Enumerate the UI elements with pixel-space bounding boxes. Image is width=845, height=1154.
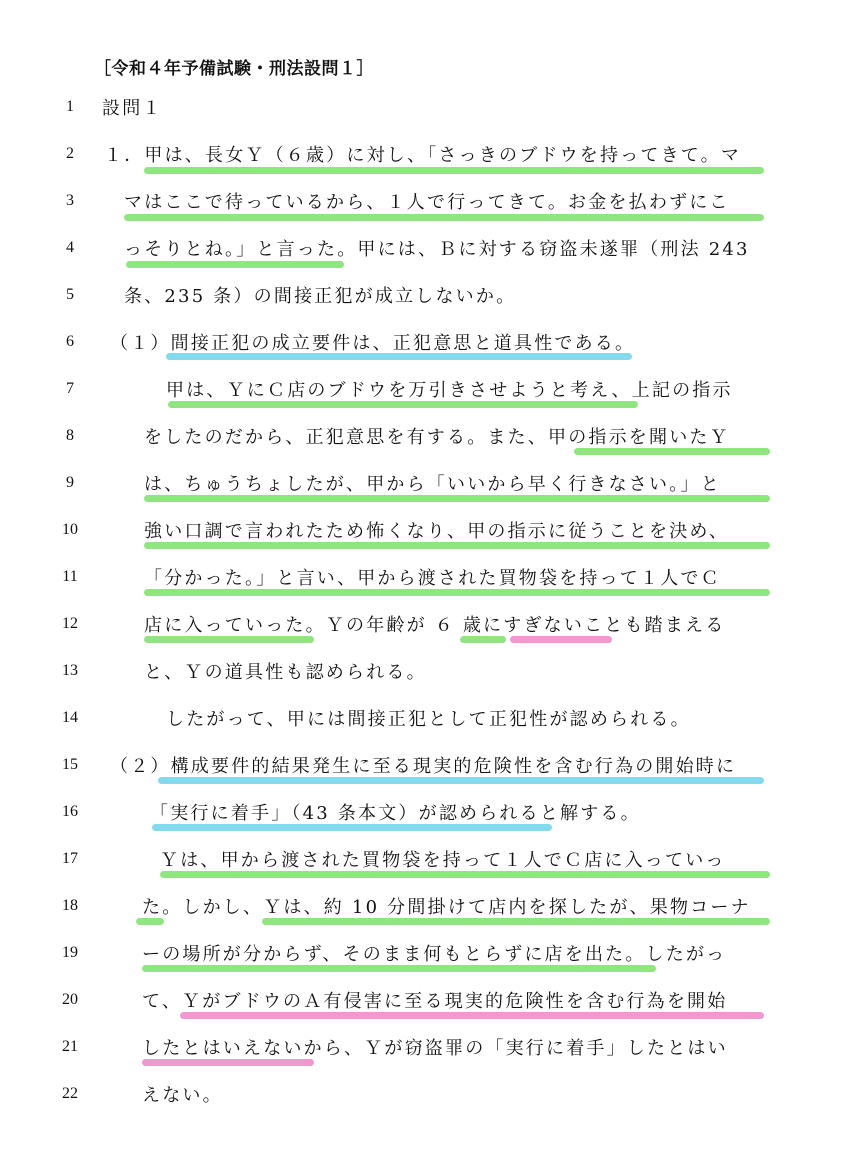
text-line [0,1079,845,1119]
highlight-green [142,965,656,972]
line-number: 21 [62,1038,78,1055]
highlight-green [126,261,344,268]
text-line [0,233,845,273]
text-line [0,280,845,320]
line-text: 設問１ [102,98,163,119]
text-line [0,186,845,226]
highlight-green [144,636,314,643]
line-number: 9 [66,474,74,491]
line-number: 22 [62,1085,78,1102]
text-line [0,515,845,555]
highlight-blue [152,824,552,831]
line-number: 13 [62,662,78,679]
line-number: 6 [66,333,74,350]
line-text: （１）間接正犯の成立要件は、正犯意思と道具性である。 [110,333,636,354]
highlight-green [144,542,770,549]
line-text: 「分かった。」と言い、甲から渡された買物袋を持って１人でＣ [144,568,721,589]
highlight-pink [180,1012,764,1019]
text-line [0,891,845,931]
line-number: 16 [62,803,78,820]
text-line [0,374,845,414]
line-number: 8 [66,427,74,444]
line-number: 17 [62,850,78,867]
line-text: （２）構成要件的結果発生に至る現実的危険性を含む行為の開始時に [110,756,737,777]
text-line [0,421,845,461]
line-text: えない。 [142,1085,223,1106]
text-line [0,562,845,602]
line-text: た。しかし、Ｙは、約 10 分間掛けて店内を探したが、果物コーナ [142,897,751,918]
highlight-green [136,918,164,925]
line-text: をしたのだから、正犯意思を有する。また、甲の指示を聞いたＹ [144,427,730,448]
line-text: 条、235 条）の間接正犯が成立しないか。 [124,286,517,307]
line-text: 強い口調で言われたため怖くなり、甲の指示に従うことを決め、 [144,521,730,542]
text-line [0,985,845,1025]
line-number: 10 [62,521,78,538]
highlight-green [144,495,770,502]
highlight-green [144,167,764,174]
line-number: 19 [62,944,78,961]
line-text: 店に入っていった。Ｙの年齢が ６ 歳にすぎないことも踏まえる [144,615,726,636]
text-line [0,844,845,884]
text-line [0,750,845,790]
text-line [0,609,845,649]
line-number: 2 [66,145,74,162]
highlight-green [144,589,770,596]
highlight-green [168,401,638,408]
line-text: マはここで待っているから、１人で行ってきて。お金を払わずにこ [124,192,730,213]
highlight-green [460,636,506,643]
line-text: したとはいえないから、Ｙが窃盗罪の「実行に着手」したとはい [142,1038,728,1059]
text-line [0,1032,845,1072]
highlight-pink [510,636,612,643]
text-line [0,703,845,743]
highlight-green [124,214,764,221]
text-line [0,656,845,696]
line-text: っそりとね。」と言った。甲には、Ｂに対する窃盗未遂罪（刑法 243 [124,239,750,260]
line-number: 1 [66,98,74,115]
line-text: 甲は、ＹにＣ店のブドウを万引きさせようと考え、上記の指示 [166,380,733,401]
line-text: 「実行に着手」（43 条本文）が認められると解する。 [150,803,641,824]
line-text: ーの場所が分からず、そのまま何もとらずに店を出た。したがっ [142,944,727,965]
highlight-green [574,448,770,455]
text-line [0,938,845,978]
highlight-green [262,918,770,925]
highlight-green [160,871,770,878]
line-text: １．甲は、長女Ｙ（６歳）に対し、「さっきのブドウを持ってきて。マ [104,145,742,166]
text-line [0,327,845,367]
line-number: 20 [62,991,78,1008]
line-text: したがって、甲には間接正犯として正犯性が認められる。 [166,709,691,730]
line-number: 4 [66,239,74,256]
line-text: は、ちゅうちょしたが、甲から「いいから早く行きなさい。」と [144,474,721,495]
line-number: 18 [62,897,78,914]
highlight-blue [158,777,764,784]
text-line [0,92,845,132]
line-number: 3 [66,192,74,209]
line-number: 5 [66,286,74,303]
line-text: て、ＹがブドウのＡ有侵害に至る現実的危険性を含む行為を開始 [142,991,728,1012]
line-text: Ｙは、甲から渡された買物袋を持って１人でＣ店に入っていっ [160,850,726,871]
line-text: と、Ｙの道具性も認められる。 [144,662,427,683]
text-line [0,139,845,179]
text-line [0,468,845,508]
line-number: 11 [62,568,78,585]
text-line [0,797,845,837]
line-number: 7 [66,380,74,397]
document-header: ［令和４年予備試験・刑法設問１］ [94,59,374,79]
highlight-pink [142,1059,314,1066]
line-number: 15 [62,756,78,773]
line-number: 14 [62,709,78,726]
line-number: 12 [62,615,78,632]
